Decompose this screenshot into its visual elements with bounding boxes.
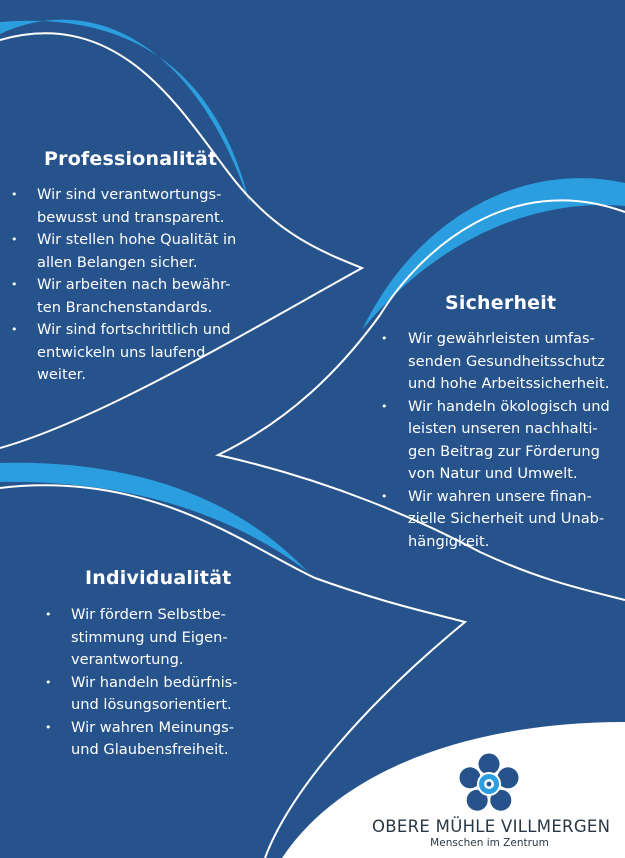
section-title: Sicherheit — [445, 292, 557, 314]
list-item — [380, 328, 620, 396]
list-item — [0, 229, 250, 274]
logo — [372, 755, 611, 849]
list-item — [40, 672, 265, 717]
line: verantwortung. — [71, 651, 184, 668]
logo-icon-space — [372, 755, 607, 811]
section-title: Individualität — [85, 567, 232, 589]
line: zielle Sicherheit und Unab- — [408, 510, 605, 527]
list-item — [0, 184, 250, 229]
list-item — [40, 717, 265, 762]
section-individualitaet — [40, 567, 265, 762]
section-sicherheit — [380, 292, 620, 553]
line: Wir stellen hohe Qualität in — [37, 231, 237, 248]
bullet-list — [380, 328, 620, 553]
bullet-list — [40, 604, 265, 762]
line: Wir wahren unsere finan- — [408, 487, 592, 505]
brand-name: OBERE MÜHLE VILLMERGEN — [372, 817, 611, 836]
line: Wir fördern Selbstbe- — [71, 606, 226, 623]
section-title: Professionalität — [44, 148, 218, 170]
line: Wir arbeiten nach bewähr- — [37, 276, 231, 293]
brand-tagline: Menschen im Zentrum — [430, 837, 549, 849]
line: und Glaubensfreiheit. — [71, 741, 229, 758]
line: bewusst und transparent. — [37, 208, 225, 226]
line: Wir sind fortschrittlich und — [37, 321, 231, 338]
list-item — [380, 486, 620, 554]
line: entwickeln uns laufend — [37, 343, 206, 361]
list-item — [40, 604, 265, 672]
line: weiter. — [37, 366, 86, 383]
list-item — [0, 319, 250, 387]
line: ten Branchenstandards. — [37, 298, 213, 316]
line: hängigkeit. — [408, 532, 490, 550]
line: stimmung und Eigen- — [71, 628, 228, 646]
list-item — [0, 274, 250, 319]
section-professionalitaet — [0, 148, 250, 387]
middle-accent-swoosh — [0, 463, 308, 572]
line: Wir handeln bedürfnis- — [71, 673, 238, 691]
bullet-list — [0, 184, 250, 387]
line: senden Gesundheitsschutz — [408, 352, 605, 370]
line: gen Beitrag zur Förderung — [408, 442, 600, 460]
line: Wir gewährleisten umfas- — [408, 330, 595, 347]
list-item — [380, 396, 620, 486]
line: Wir wahren Meinungs- — [71, 718, 234, 736]
line: und hohe Arbeitssicherheit. — [408, 375, 610, 392]
line: von Natur und Umwelt. — [408, 465, 578, 482]
line: allen Belangen sicher. — [37, 253, 198, 271]
line: leisten unseren nachhalti- — [408, 420, 598, 437]
line: Wir sind verantwortungs- — [37, 186, 222, 203]
line: Wir handeln ökologisch und — [408, 397, 610, 415]
line: und lösungsorientiert. — [71, 696, 232, 713]
